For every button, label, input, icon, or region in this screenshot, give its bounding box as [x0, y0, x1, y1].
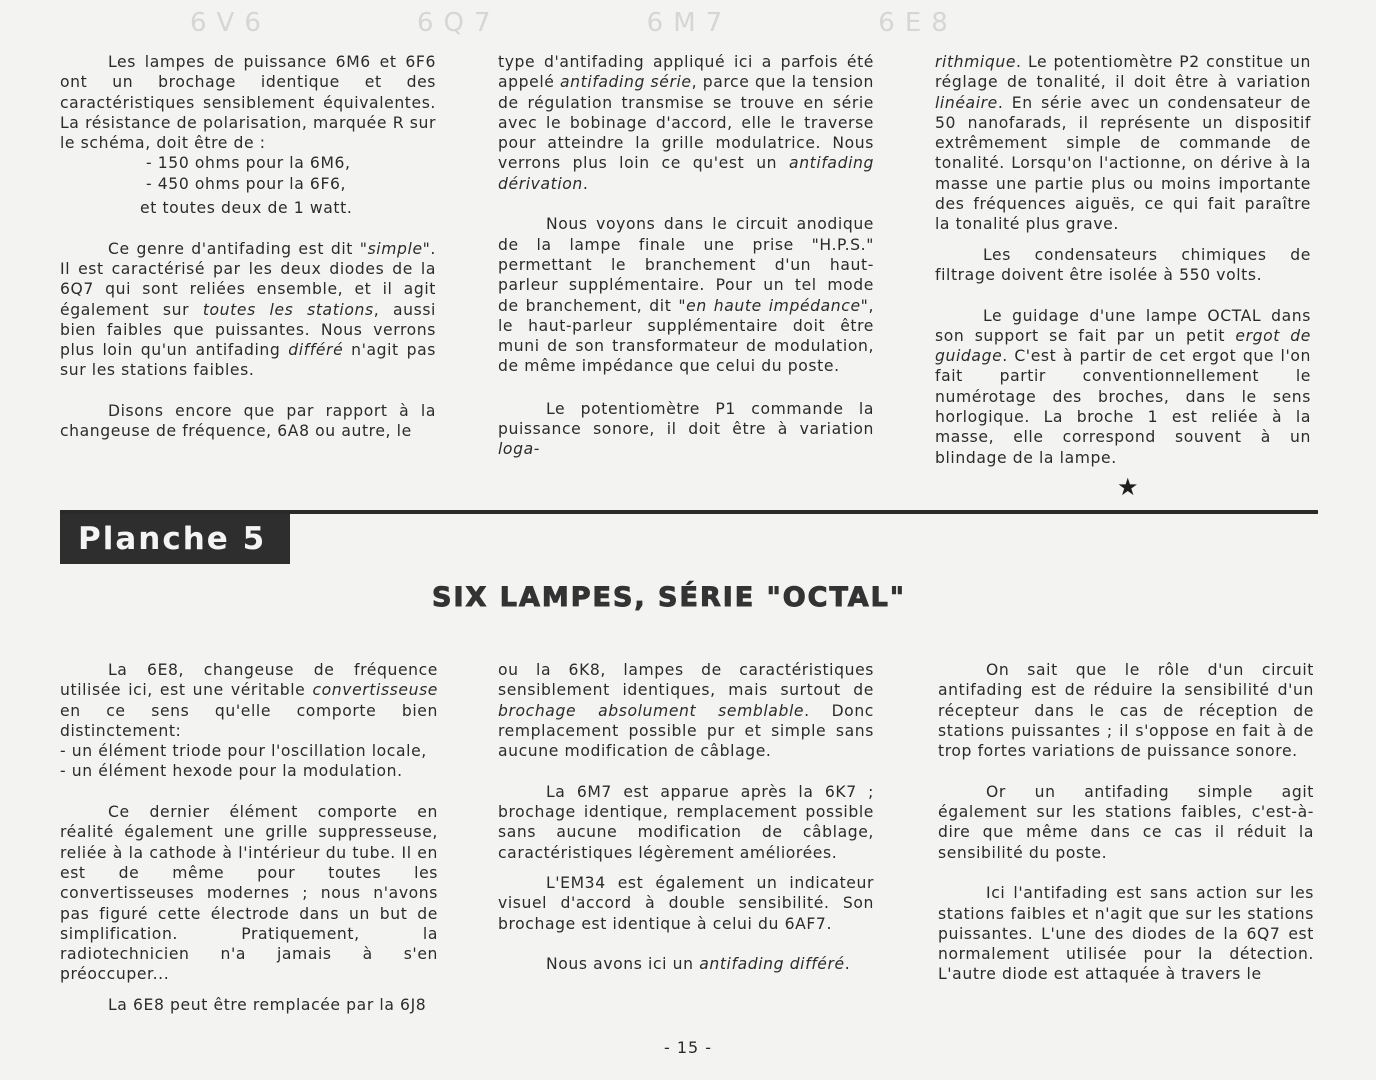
paragraph: Ici l'antifading est sans action sur les stations faibles et n'agit que sur les stations puissantes. L'une des diodes de la 6Q7 est normalement utilisée pour la détection. L'autre diode est attaquée à travers le [938, 884, 1314, 984]
paragraph: Les lampes de puissance 6M6 et 6F6 ont un brochage identique et des caractéristiques sensiblement équivalentes. La résistance de polarisation, marquée R sur le schéma, doit être de : [60, 53, 436, 153]
paragraph: Ce dernier élément comporte en réalité également une grille suppresseuse, reliée à la cathode à l'intérieur du tube. Il en est de même pour toutes les convertisseuses modernes ; nous n'avons pas figuré cette électrode dans un but de simplification. Pratiquement, la radiotechnicien n'a jamais à s'en préoccuper... [60, 803, 438, 984]
paragraph: Nous avons ici un antifading différé. [546, 955, 851, 974]
list-item: - 150 ohms pour la 6M6, [146, 154, 351, 173]
paragraph: Or un antifading simple agit également sur les stations faibles, c'est-à-dire que même dans ce cas il réduit la sensibilité du poste. [938, 782, 1314, 862]
paragraph: Ce genre d'antifading est dit "simple". Il est caractérisé par les deux diodes de la 6Q7 qui sont reliées ensemble, et il agit également sur toutes les stations, aussi bien faibles que puissantes. Nous verrons plus loin qu'un antifading différé n'agit pas sur les stations faibles. [60, 239, 436, 380]
paragraph: ou la 6K8, lampes de caractéristiques sensiblement identiques, mais surtout de brochage absolument semblable. Donc remplacement possible pur et simple sans aucune modification de câblage. [498, 661, 874, 761]
paragraph: La 6E8 peut être remplacée par la 6J8 [108, 995, 427, 1014]
list-item: et toutes deux de 1 watt. [140, 199, 353, 218]
paragraph: Le guidage d'une lampe OCTAL dans son support se fait par un petit ergot de guidage. C'est à partir de cet ergot que l'on fait partir conventionnellement le numérotage des broches, dans le sens horlogique. La broche 1 est reliée à la masse, elle correspond souvent à un blindage de la lampe. [935, 306, 1311, 467]
page-number: - 15 - [663, 1038, 713, 1057]
bottom-column-2 [498, 660, 874, 974]
paragraph: Nous voyons dans le circuit anodique de la lampe finale une prise "H.P.S." permettant le branchement d'un haut-parleur supplémentaire. Pour un tel mode de branchement, dit "en haute impédance", le haut-parleur supplémentaire doit être muni de son transformateur de modulation, de même impédance que celui du poste. [498, 215, 874, 376]
star-icon: ★ [1116, 472, 1140, 501]
paragraph: On sait que le rôle d'un circuit antifading est de réduire la sensibilité d'un récepteur dans le cas de réception de stations puissantes ; il s'oppose en fait à de trop fortes variations de puissance sonore. [938, 661, 1314, 761]
list-item: - un élément hexode pour la modulation. [60, 762, 403, 781]
paragraph: L'EM34 est également un indicateur visuel d'accord à double sensibilité. Son brochage est identique à celui du 6AF7. [498, 873, 874, 933]
plate-label: Planche 5 [60, 514, 290, 564]
paragraph: Disons encore que par rapport à la changeuse de fréquence, 6A8 ou autre, le [60, 402, 436, 441]
paragraph: La 6M7 est apparue après la 6K7 ; brochage identique, remplacement possible sans aucune modification de câblage, caractéristiques légèrement améliorées. [498, 782, 874, 862]
top-column-3 [935, 52, 1311, 502]
show-through-ghost-text: 6V6 6Q7 6M7 6E8 [190, 8, 958, 38]
top-column-2 [498, 52, 874, 460]
paragraph: Les condensateurs chimiques de filtrage doivent être isolée à 550 volts. [935, 245, 1311, 284]
list-item: - 450 ohms pour la 6F6, [146, 174, 347, 193]
top-column-1 [60, 52, 436, 442]
paragraph: La 6E8, changeuse de fréquence utilisée ici, est une véritable convertisseuse en ce sens qu'elle comporte bien distinctement: [60, 661, 438, 740]
paragraph: type d'antifading appliqué ici a parfois été appelé antifading série, parce que la tension de régulation transmise se trouve en série avec le bobinage d'accord, elle le traverse pour atteindre la grille modulatrice. Nous verrons plus loin ce qu'est un antifading dérivation. [498, 53, 875, 193]
paragraph: rithmique. Le potentiomètre P2 constitue un réglage de tonalité, il doit être à variation linéaire. En série avec un condensateur de 50 nanofarads, il représente un dispositif extrêmement simple de commande de tonalité. Lorsqu'on l'actionne, on dérive à la masse une partie plus ou moins importante des fréquences aiguës, ce qui fait paraître la tonalité plus grave. [935, 53, 1311, 234]
bottom-column-1 [60, 660, 438, 1015]
bottom-column-3 [938, 660, 1314, 985]
section-title: SIX LAMPES, SÉRIE "OCTAL" [432, 582, 906, 613]
paragraph: Le potentiomètre P1 commande la puissance sonore, il doit être à variation loga- [498, 399, 874, 459]
list-item: - un élément triode pour l'oscillation locale, [60, 742, 427, 761]
